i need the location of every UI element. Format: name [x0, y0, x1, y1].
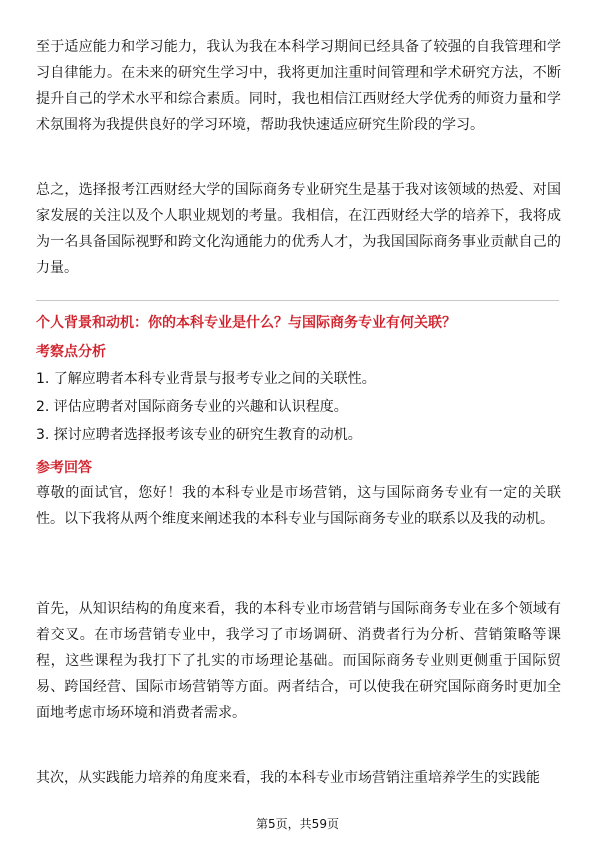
analysis-point: 1. 了解应聘者本科专业背景与报考专业之间的关联性。 [36, 371, 376, 387]
analysis-label: 考察点分析 [36, 344, 106, 360]
body-paragraph-conclusion: 总之，选择报考江西财经大学的国际商务专业研究生是基于我对该领域的热爱、对国家发展的关注以及个人职业规划的考量。我相信，在江西财经大学的培养下，我将成为一名具备国际视野和跨文化沟通能力的优秀人才，为我国国际商务事业贡献自己的力量。 [36, 182, 561, 276]
answer-paragraph-intro: 尊敬的面试官，您好！我的本科专业是市场营销，这与国际商务专业有一定的关联性。以下我将从两个维度来阐述我的本科专业与国际商务专业的联系以及我的动机。 [36, 485, 561, 527]
section-divider [36, 300, 559, 301]
analysis-point: 3. 探讨应聘者选择报考该专业的研究生教育的动机。 [36, 427, 362, 443]
answer-label: 参考回答 [36, 460, 92, 476]
analysis-point: 2. 评估应聘者对国际商务专业的兴趣和认识程度。 [36, 399, 348, 415]
interview-question: 个人背景和动机：你的本科专业是什么？与国际商务专业有何关联？ [36, 315, 456, 331]
answer-paragraph-knowledge: 首先，从知识结构的角度来看，我的本科专业市场营销与国际商务专业在多个领域有着交叉。在市场营销专业中，我学习了市场调研、消费者行为分析、营销策略等课程，这些课程为我打下了扎实的市场理论基础。而国际商务专业则更侧重于国际贸易、跨国经营、国际市场营销等方面。两者结合，可以使我在研究国际商务时更加全面地考虑市场环境和消费者需求。 [36, 601, 561, 721]
body-paragraph-adaptability: 至于适应能力和学习能力，我认为我在本科学习期间已经具备了较强的自我管理和学习自律能力。在未来的研究生学习中，我将更加注重时间管理和学术研究方法，不断提升自己的学术水平和综合素质。同时，我也相信江西财经大学优秀的师资力量和学术氛围将为我提供良好的学习环境，帮助我快速适应研究生阶段的学习。 [36, 39, 561, 133]
page-number: 第5页，共59页 [256, 817, 339, 831]
answer-paragraph-practice: 其次，从实践能力培养的角度来看，我的本科专业市场营销注重培养学生的实践能 [36, 770, 540, 786]
